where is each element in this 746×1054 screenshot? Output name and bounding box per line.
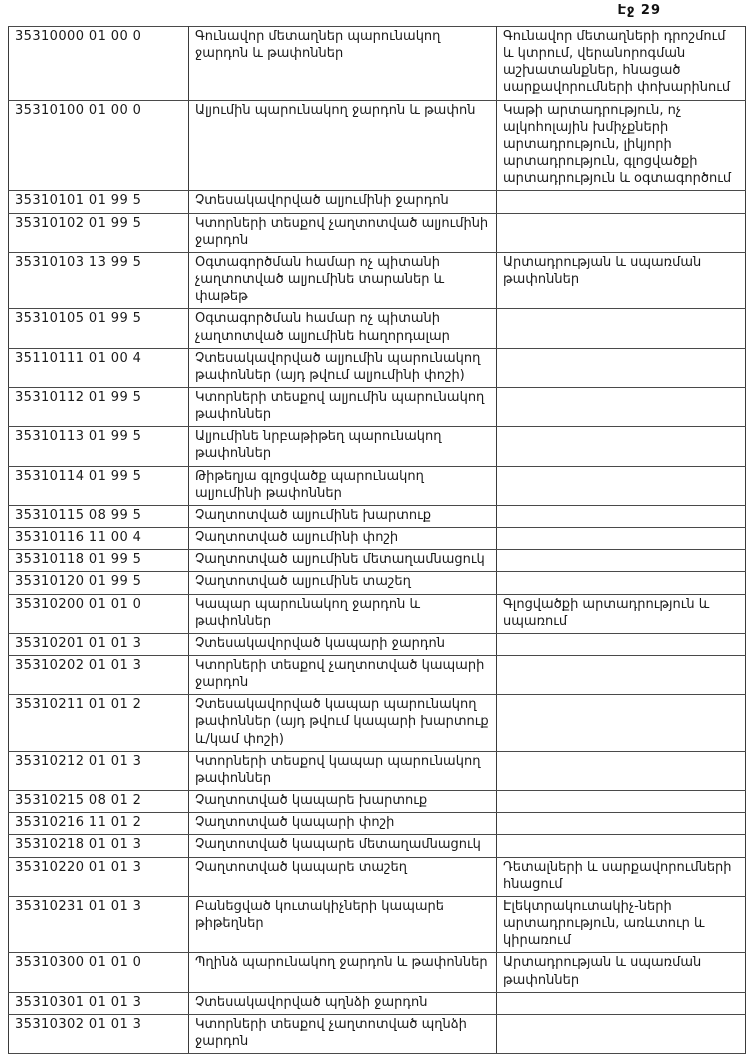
table-row — [9, 427, 746, 466]
waste-code-cell: 35310115 08 99 5 — [9, 505, 189, 527]
waste-source-cell: Էլեկտրակուտակիչ-ների արտադրություն, առևտուր և կիրառում — [497, 896, 746, 952]
waste-description-cell: Չտեսակավորված ալյումին պարունակող թափոններ (այդ թվում ալյումինի փոշի) — [189, 348, 497, 387]
table-row — [9, 751, 746, 790]
table-row — [9, 387, 746, 426]
table-row — [9, 27, 746, 101]
waste-code-cell: 35310102 01 99 5 — [9, 213, 189, 252]
waste-source-cell — [497, 791, 746, 813]
waste-description-cell: Չաղտոտված ալյումինե տաշեղ — [189, 572, 497, 594]
table-body — [9, 27, 746, 1054]
waste-source-cell — [497, 348, 746, 387]
waste-source-cell: Արտադրության և սպառման թափոններ — [497, 252, 746, 308]
waste-description-cell: Չտեսակավորված ալյումինի ջարդոն — [189, 191, 497, 213]
waste-code-cell: 35310302 01 01 3 — [9, 1014, 189, 1053]
waste-code-cell: 35310100 01 00 0 — [9, 100, 189, 191]
waste-source-cell — [497, 213, 746, 252]
waste-description-cell: Չտեսակավորված կապար պարունակող թափոններ (այդ թվում կապարի խարտուք և/կամ փոշի) — [189, 695, 497, 751]
waste-description-cell: Պղինձ պարունակող ջարդոն և թափոններ — [189, 953, 497, 992]
waste-code-cell: 35310112 01 99 5 — [9, 387, 189, 426]
waste-description-cell: Կտորների տեսքով կապար պարունակող թափոններ — [189, 751, 497, 790]
table-row — [9, 100, 746, 191]
waste-source-cell — [497, 656, 746, 695]
waste-description-cell: Կտորների տեսքով չաղտոտված կապարի ջարդոն — [189, 656, 497, 695]
waste-description-cell: Չաղտոտված կապարե մետաղամնացուկ — [189, 835, 497, 857]
table-row — [9, 813, 746, 835]
waste-source-cell — [497, 992, 746, 1014]
waste-code-cell: 35310105 01 99 5 — [9, 309, 189, 348]
waste-description-cell: Չտեսակավորված կապարի ջարդոն — [189, 633, 497, 655]
table-row — [9, 857, 746, 896]
waste-code-cell: 35310000 01 00 0 — [9, 27, 189, 101]
table-row — [9, 309, 746, 348]
waste-source-cell — [497, 572, 746, 594]
table-row — [9, 594, 746, 633]
table-row — [9, 213, 746, 252]
waste-source-cell — [497, 751, 746, 790]
table-row — [9, 505, 746, 527]
waste-description-cell: Չտեսակավորված պղնձի ջարդոն — [189, 992, 497, 1014]
waste-code-cell: 35310113 01 99 5 — [9, 427, 189, 466]
waste-description-cell: Բանեցված կուտակիչների կապարե թիթեղներ — [189, 896, 497, 952]
waste-source-cell — [497, 1014, 746, 1053]
waste-source-cell — [497, 387, 746, 426]
waste-description-cell: Թիթեղյա գլոցվածք պարունակող ալյումինի թափոններ — [189, 466, 497, 505]
waste-description-cell: Օգտագործման համար ոչ պիտանի չաղտոտված ալյումինե հաղորդալար — [189, 309, 497, 348]
waste-code-cell: 35310300 01 01 0 — [9, 953, 189, 992]
waste-description-cell: Կտորների տեսքով ալյումին պարունակող թափոններ — [189, 387, 497, 426]
waste-code-cell: 35310218 01 01 3 — [9, 835, 189, 857]
waste-code-cell: 35310202 01 01 3 — [9, 656, 189, 695]
waste-description-cell: Կտորների տեսքով չաղտոտված ալյումինի ջարդոն — [189, 213, 497, 252]
waste-code-cell: 35310201 01 01 3 — [9, 633, 189, 655]
waste-code-cell: 35310120 01 99 5 — [9, 572, 189, 594]
table-row — [9, 953, 746, 992]
waste-description-cell: Չաղտոտված կապարե խարտուք — [189, 791, 497, 813]
waste-description-cell: Ալյումին պարունակող ջարդոն և թափոն — [189, 100, 497, 191]
waste-source-cell: Կաթի արտադրություն, ոչ ալկոհոլային խմիչքների արտադրություն, լիկյորի արտադրություն, գլոցվածքի արտադրություն և օգտագործում — [497, 100, 746, 191]
table-row — [9, 252, 746, 308]
waste-code-cell: 35310114 01 99 5 — [9, 466, 189, 505]
page-number: Էջ 29 — [617, 3, 661, 18]
waste-code-cell: 35310220 01 01 3 — [9, 857, 189, 896]
waste-source-cell — [497, 427, 746, 466]
waste-code-cell: 35310103 13 99 5 — [9, 252, 189, 308]
waste-description-cell: Գունավոր մետաղներ պարունակող ջարդոն և թափոններ — [189, 27, 497, 101]
waste-source-cell — [497, 309, 746, 348]
waste-source-cell — [497, 633, 746, 655]
waste-source-cell — [497, 835, 746, 857]
waste-code-cell: 35110111 01 00 4 — [9, 348, 189, 387]
table-row — [9, 656, 746, 695]
waste-code-cell: 35310211 01 01 2 — [9, 695, 189, 751]
waste-source-cell: Գունավոր մետաղների դրոշմում և կտրում, վերանորոգման աշխատանքներ, հնացած սարքավորումների փոխարինում — [497, 27, 746, 101]
waste-description-cell: Կտորների տեսքով չաղտոտված պղնձի ջարդոն — [189, 1014, 497, 1053]
waste-description-cell: Չաղտոտված կապարի փոշի — [189, 813, 497, 835]
table-row — [9, 528, 746, 550]
waste-source-cell — [497, 813, 746, 835]
waste-classification-table — [8, 26, 746, 1054]
table-row — [9, 348, 746, 387]
waste-source-cell — [497, 528, 746, 550]
table-row — [9, 695, 746, 751]
table-row — [9, 550, 746, 572]
waste-source-cell: Արտադրության և սպառման թափոններ — [497, 953, 746, 992]
waste-code-cell: 35310116 11 00 4 — [9, 528, 189, 550]
waste-source-cell — [497, 191, 746, 213]
waste-source-cell: Գլոցվածքի արտադրություն և սպառում — [497, 594, 746, 633]
waste-description-cell: Կապար պարունակող ջարդոն և թափոններ — [189, 594, 497, 633]
waste-source-cell — [497, 695, 746, 751]
table-row — [9, 835, 746, 857]
waste-description-cell: Չաղտոտված ալյումինի փոշի — [189, 528, 497, 550]
waste-source-cell — [497, 550, 746, 572]
waste-code-cell: 35310231 01 01 3 — [9, 896, 189, 952]
table-row — [9, 1014, 746, 1053]
table-row — [9, 992, 746, 1014]
waste-code-cell: 35310215 08 01 2 — [9, 791, 189, 813]
waste-description-cell: Ալյումինե նրբաթիթեղ պարունակող թափոններ — [189, 427, 497, 466]
waste-description-cell: Չաղտոտված կապարե տաշեղ — [189, 857, 497, 896]
table-row — [9, 633, 746, 655]
waste-source-cell: Դետալների և սարքավորումների հնացում — [497, 857, 746, 896]
waste-code-cell: 35310118 01 99 5 — [9, 550, 189, 572]
waste-code-cell: 35310216 11 01 2 — [9, 813, 189, 835]
waste-code-cell: 35310101 01 99 5 — [9, 191, 189, 213]
waste-code-cell: 35310200 01 01 0 — [9, 594, 189, 633]
waste-code-cell: 35310301 01 01 3 — [9, 992, 189, 1014]
table-row — [9, 791, 746, 813]
waste-description-cell: Չաղտոտված ալյումինե խարտուք — [189, 505, 497, 527]
table-row — [9, 572, 746, 594]
table-row — [9, 191, 746, 213]
waste-description-cell: Օգտագործման համար ոչ պիտանի չաղտոտված ալյումինե տարաներ և փաթեթ — [189, 252, 497, 308]
waste-code-cell: 35310212 01 01 3 — [9, 751, 189, 790]
waste-description-cell: Չաղտոտված ալյումինե մետաղամնացուկ — [189, 550, 497, 572]
table-row — [9, 466, 746, 505]
waste-source-cell — [497, 505, 746, 527]
table-row — [9, 896, 746, 952]
waste-source-cell — [497, 466, 746, 505]
